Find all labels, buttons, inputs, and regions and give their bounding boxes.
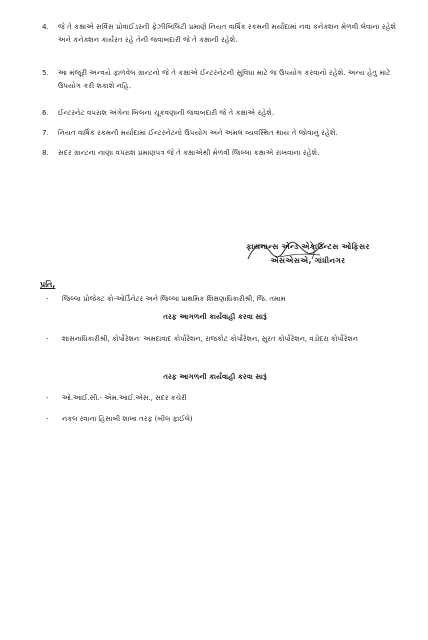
item-text: નિયત વાર્ષિક રકમની મર્યાદામાં ઈન્ટરનેટનો ઉપયોગ અને અમલ વ્યવસ્થિત થાય તે જોવાનું રહેશે.	[58, 128, 338, 137]
dash-marker: -	[46, 394, 49, 402]
item-text: સદર ગ્રાન્ટના નાણા વપરાશ પ્રમાણપત્ર જે તે કક્ષાએથી મેળવી જિલ્લા કક્ષાએ રાખવાના રહેશે.	[58, 148, 320, 157]
item-number: 4.	[42, 22, 49, 31]
item-number: 8.	[42, 148, 49, 157]
signatory-office: એસએસએ, ગાંધીનગર	[270, 256, 346, 265]
dash-marker: -	[46, 415, 49, 423]
item-text: આ મંજૂરી અન્વયે ફાળવેલ ગ્રાન્ટનો જે તે કક્ષાએ ઈન્ટરનેટની સુવિધા માટે જ ઉપયોગ કરવાનો રહેશે. અન્ય હેતુ માટે ઉપયોગ કરી શકાશે નહિ.	[58, 68, 391, 90]
forward-action-note: તરફ આગળની કાર્યવાહી કરવા સારૂં	[163, 372, 267, 381]
dash-marker: -	[46, 335, 49, 343]
item-text: જે તે કક્ષાએ સર્વિસ પ્રોવાઈડરની ફેઝીબિલિટી પ્રમાણે નિયત વાર્ષિક રકમની મર્યાદામાં નવા કનેક્શન મેળવી લેવાના રહેશે અને કનેક્શન કાર્યરત રહે તેની જવાબદારી જે તે કક્ષાની રહેશે.	[58, 22, 397, 44]
item-number: 5.	[42, 68, 49, 77]
item-number: 7.	[42, 128, 49, 137]
copy-line-text: નકલ રવાના હિસાબી શાખા તરફ (બીલ ફાઈલે)	[62, 415, 193, 423]
copy-line-text: ઓ.આઈ.સી.- એમ.આઈ.એસ., સદર કચેરી	[62, 394, 187, 402]
item-text: ઈન્ટરનેટ વપરાશ અંગેના બિલના ચૂકવણાની જવાબદારી જે તે કક્ષાએ રહેશે.	[58, 108, 275, 117]
forward-action-note: તરફ આગળની કાર્યવાહી કરવા સારૂં	[163, 312, 267, 321]
copy-line-text: જિલ્લા પ્રોજેક્ટ કો-ઓર્ડિનેટર અને જિલ્લા પ્રાથમિક શિક્ષણાધિકારીશ્રી, જિ. તમામ	[62, 295, 286, 303]
copy-to-label: પ્રતિ,	[40, 280, 56, 289]
dash-marker: -	[46, 295, 49, 303]
signatory-designation: ફાયનાન્સ એન્ડ એકાઉન્ટસ ઓફિસર	[246, 242, 370, 251]
item-number: 6.	[42, 108, 49, 117]
copy-line-text: શાસનાધિકારીશ્રી, કોર્પોરેશનઃ અમદાવાદ કોર્પોરેશન, રાજકોટ કોર્પોરેશન, સુરત કોર્પોરેશન, વડોદરા કોર્પોરેશન	[62, 335, 358, 343]
